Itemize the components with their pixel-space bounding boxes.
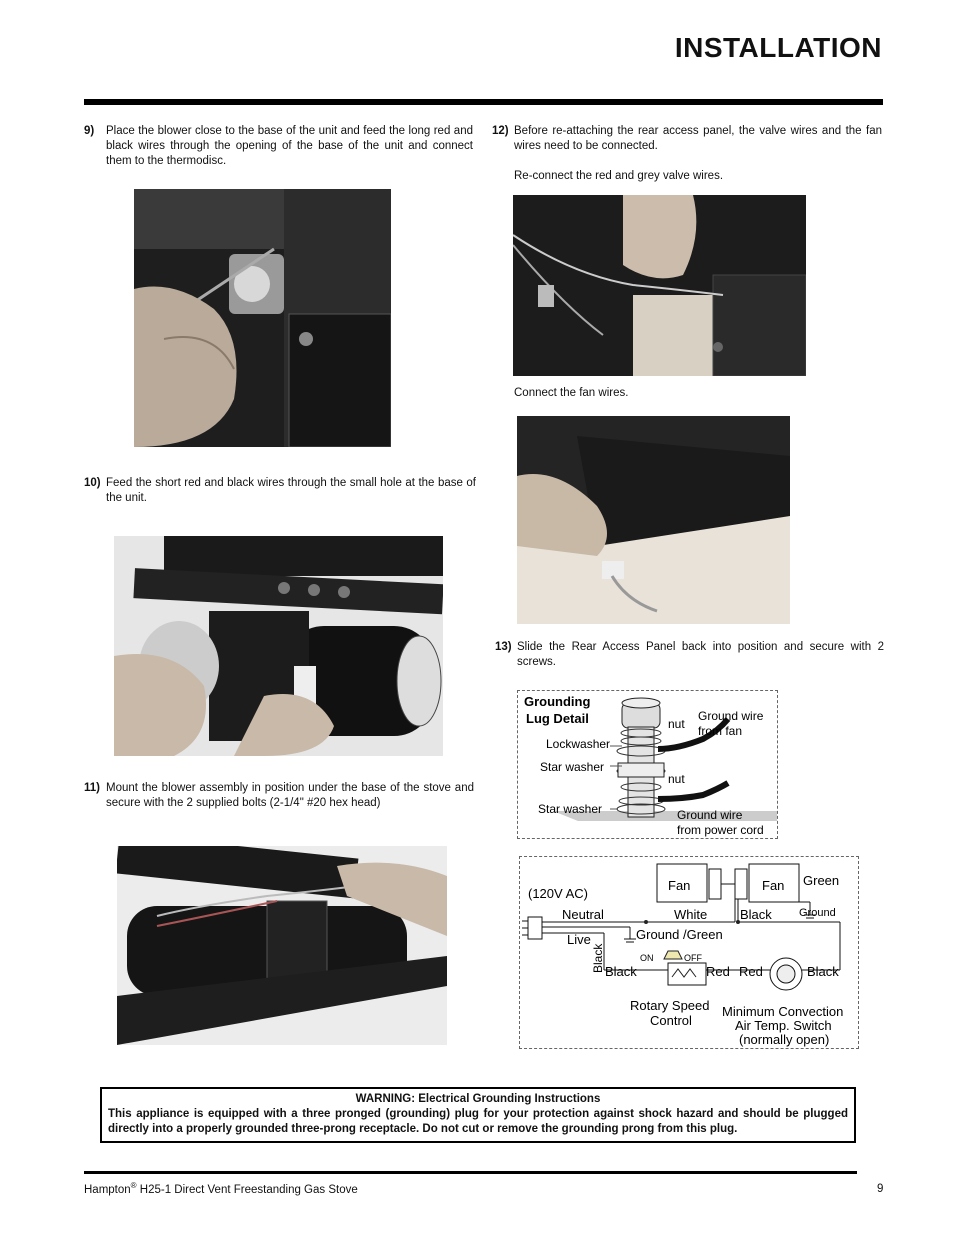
step-number: 11) [84, 782, 100, 794]
on-label: ON [640, 953, 654, 963]
footer-brand: Hampton [84, 1183, 131, 1196]
footer-product-name: H25-1 Direct Vent Freestanding Gas Stove [136, 1183, 358, 1196]
caption-fan-wires: Connect the fan wires. [514, 387, 629, 399]
photo-fan-wires [517, 416, 790, 624]
star-washer-label-2: Star washer [538, 802, 603, 816]
min-conv-label-2: Air Temp. Switch [735, 1018, 832, 1033]
step-12 [492, 124, 882, 154]
grounding-lug-diagram [517, 690, 778, 839]
footer-product [84, 1181, 358, 1196]
step-9 [84, 124, 473, 169]
min-conv-label-3: (normally open) [739, 1032, 830, 1047]
nut-top-label: nut [668, 717, 685, 731]
black-left-label: Black [605, 964, 637, 979]
fan2-label: Fan [762, 878, 785, 893]
ground-cord-label-1: Ground wire [677, 808, 743, 822]
step-13 [495, 640, 884, 670]
ground-fan-label-2: from fan [698, 724, 743, 738]
step-number: 9) [84, 125, 95, 137]
warning-heading: WARNING: Electrical Grounding Instructions [355, 1093, 601, 1105]
ground-green-label: Ground /Green [636, 927, 723, 942]
green-label: Green [803, 873, 840, 888]
photo-valve-wires [513, 195, 806, 376]
fan1-label: Fan [668, 878, 691, 893]
step-number: 12) [492, 125, 509, 137]
caption-valve-wires: Re-connect the red and grey valve wires. [514, 170, 724, 182]
voltage-label: (120V AC) [528, 886, 588, 901]
step-text: Mount the blower assembly in position under the base of the stove and secure with the 2 supplied bolts (2-1/4" #20 hex head) [106, 782, 474, 809]
step-text: Slide the Rear Access Panel back into position and secure with 2 screws. [517, 641, 884, 668]
min-conv-label-1: Minimum Convection [722, 1004, 844, 1019]
live-label: Live [567, 932, 591, 947]
lug-title-1: Grounding [524, 694, 591, 709]
off-label: OFF [684, 953, 702, 963]
nut-bottom-label: nut [668, 772, 685, 786]
white-label: White [674, 907, 708, 922]
ground-cord-label-2: from power cord [677, 823, 764, 837]
ground-small-label: Ground [799, 907, 836, 919]
black-top-label: Black [740, 907, 772, 922]
neutral-label: Neutral [562, 907, 604, 922]
ground-fan-label-1: Ground wire [698, 709, 764, 723]
step-text: Before re-attaching the rear access panel, the valve wires and the fan wires need to be connected. [514, 125, 882, 152]
step-number: 13) [495, 641, 512, 653]
step-text: Feed the short red and black wires through the small hole at the base of the unit. [106, 477, 476, 504]
red1-label: Red [706, 964, 730, 979]
warning-body: This appliance is equipped with a three pronged (grounding) plug for your protection against shock hazard and should be plugged directly into a properly grounded three-prong receptacle. Do not cut or remove the grounding prong from this plug. [108, 1108, 848, 1135]
star-washer-label-1: Star washer [540, 760, 605, 774]
lug-title-2: Lug Detail [526, 711, 589, 726]
page-number: 9 [877, 1183, 884, 1195]
warning-box [100, 1087, 856, 1143]
step-11 [84, 781, 474, 811]
step-number: 10) [84, 477, 101, 489]
lockwasher-label: Lockwasher [546, 737, 611, 751]
footer-rule [84, 1171, 857, 1174]
black-right-label: Black [807, 964, 839, 979]
photo-blower-mount [117, 846, 447, 1045]
step-text: Place the blower close to the base of the unit and feed the long red and black wires through the opening of the base of the unit and connect them to the thermodisc. [106, 125, 473, 167]
red2-label: Red [739, 964, 763, 979]
rotary-label-2: Control [650, 1013, 692, 1028]
page-title: INSTALLATION [674, 32, 882, 63]
photo-blower-wires [114, 536, 443, 756]
footer-reg: ® [130, 1181, 137, 1190]
wiring-diagram [519, 856, 859, 1049]
black-vertical-label: Black [591, 943, 605, 973]
header-rule [84, 99, 883, 105]
step-10 [84, 476, 476, 506]
rotary-label-1: Rotary Speed [630, 998, 710, 1013]
photo-thermodisc [134, 189, 391, 447]
